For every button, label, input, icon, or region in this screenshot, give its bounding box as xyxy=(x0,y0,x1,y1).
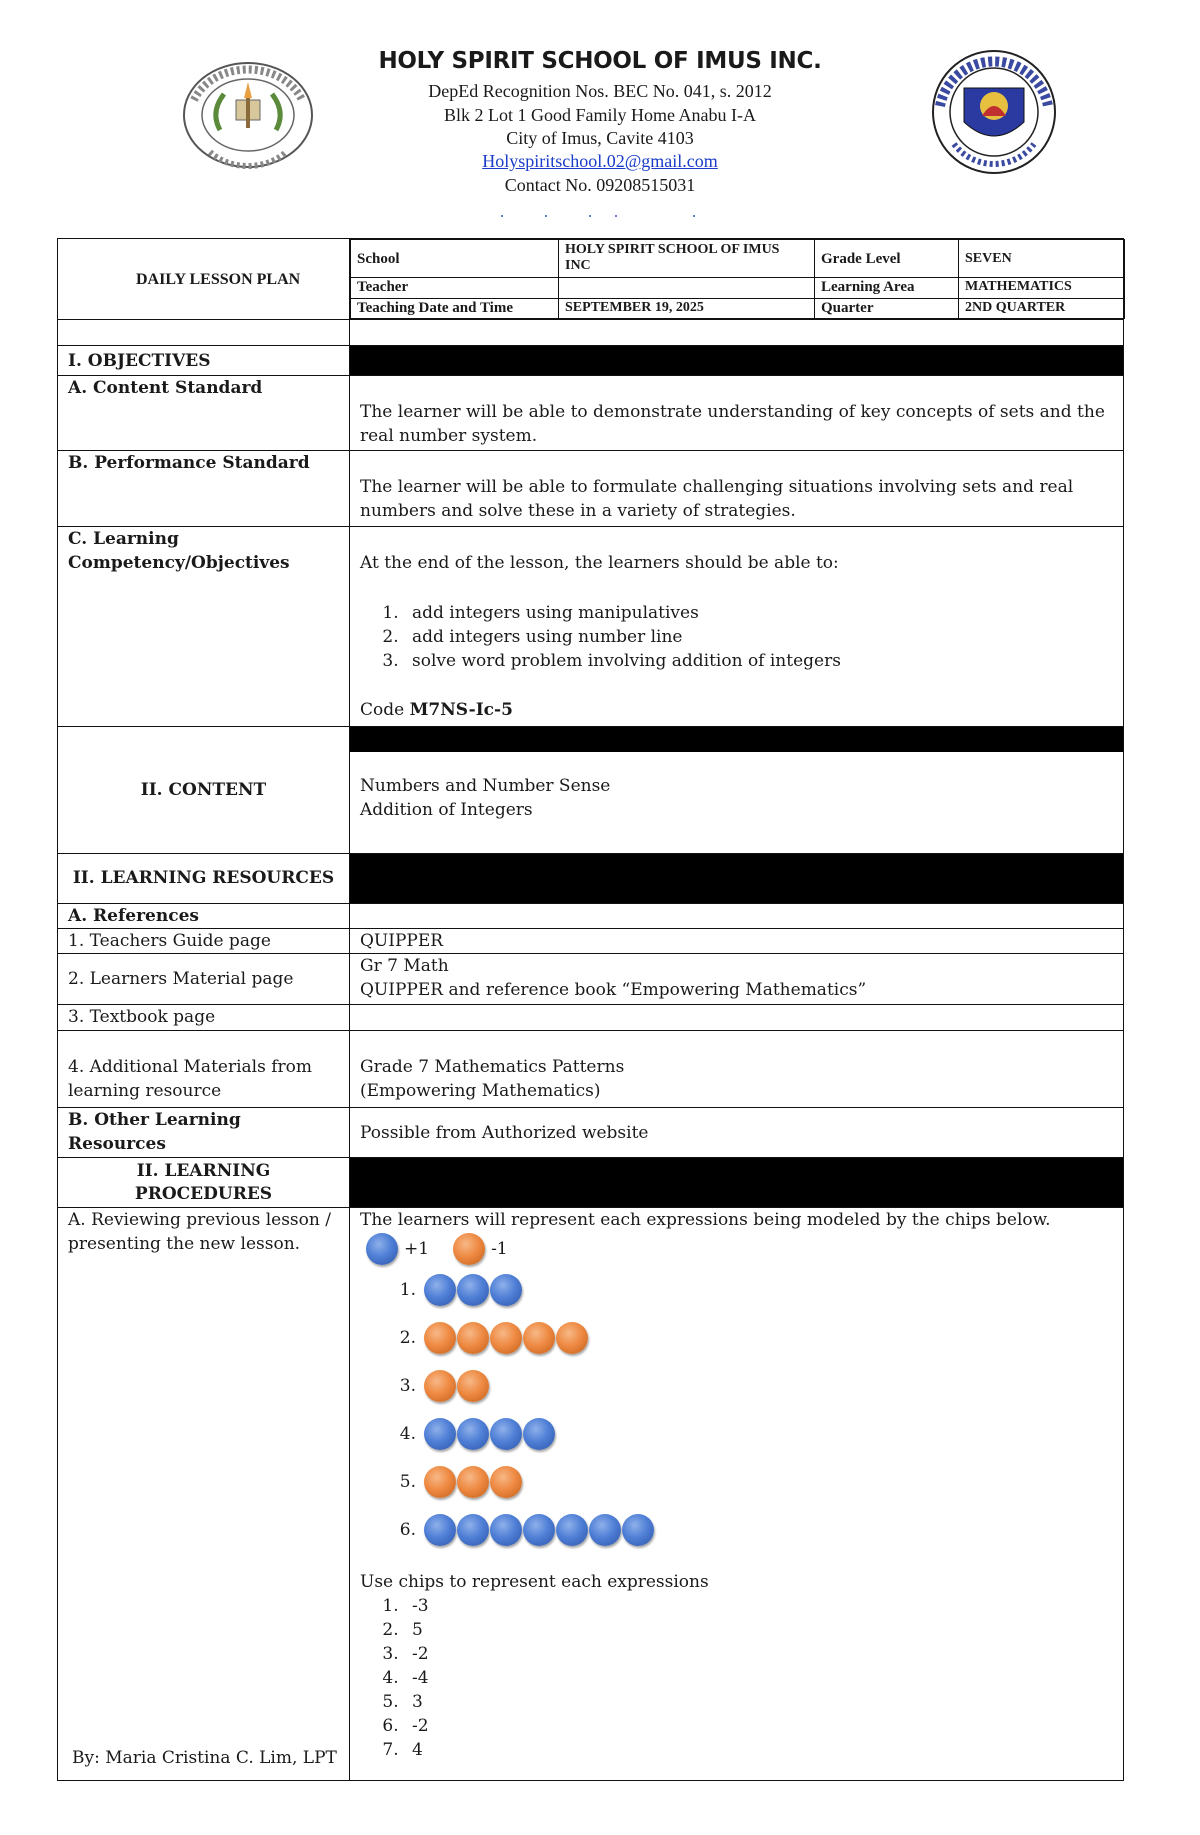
dlp-title: DAILY LESSON PLAN xyxy=(136,270,301,288)
chip-legend xyxy=(366,1232,1113,1266)
school-label: School xyxy=(351,240,559,278)
recognition-line: DepEd Recognition Nos. BEC No. 041, s. 2012 xyxy=(428,81,772,101)
email-link[interactable]: Holyspiritschool.02@gmail.com xyxy=(482,151,718,171)
teachers-guide-value: QUIPPER xyxy=(350,929,1124,954)
orange-chip-icon xyxy=(457,1322,489,1354)
competency-label xyxy=(58,527,350,727)
list-item: 2. 5 xyxy=(404,1618,1113,1642)
chip-row xyxy=(360,1362,1113,1410)
learners-material-value: Gr 7 Math xyxy=(360,956,449,976)
review-label-cell xyxy=(58,1208,350,1781)
spacer-row xyxy=(58,320,1124,346)
chip-row-number: 2. xyxy=(399,1328,416,1348)
textbook-row xyxy=(58,1005,1124,1031)
teachers-guide-row xyxy=(58,929,1124,954)
content-standard-label: A. Content Standard xyxy=(58,376,350,451)
learners-material-label: 2. Learners Material page xyxy=(58,954,350,1005)
decorative-dots xyxy=(498,214,698,218)
orange-chip-icon xyxy=(424,1466,456,1498)
orange-chip-icon xyxy=(490,1466,522,1498)
learners-material-row xyxy=(58,954,1124,1005)
teacher-value xyxy=(559,278,815,299)
list-item: 6. -2 xyxy=(404,1714,1113,1738)
performance-standard-row xyxy=(58,451,1124,527)
info-grid xyxy=(350,239,1125,319)
blue-chip-icon xyxy=(366,1233,398,1265)
quarter-value: 2ND QUARTER xyxy=(959,299,1125,319)
content-standard-row xyxy=(58,376,1124,451)
school-name: HOLY SPIRIT SCHOOL OF IMUS INC. xyxy=(378,48,822,74)
deped-seal xyxy=(930,48,1058,176)
list-item: 5. 3 xyxy=(404,1690,1113,1714)
blue-chip-icon xyxy=(622,1514,654,1546)
blue-chip-icon xyxy=(457,1274,489,1306)
black-bar xyxy=(350,854,1124,904)
competency-row xyxy=(58,527,1124,727)
orange-chip-icon xyxy=(523,1322,555,1354)
additional-materials-value: Grade 7 Mathematics Patterns xyxy=(360,1057,625,1077)
lesson-plan-table xyxy=(57,238,1124,1781)
additional-materials-cell xyxy=(350,1031,1124,1108)
chip-row-number: 5. xyxy=(399,1472,416,1492)
letterhead xyxy=(0,0,1200,225)
blue-chip-icon xyxy=(457,1514,489,1546)
orange-chip-icon xyxy=(457,1370,489,1402)
teachers-guide-label: 1. Teachers Guide page xyxy=(58,929,350,954)
orange-chip-icon xyxy=(457,1466,489,1498)
orange-chip-icon xyxy=(453,1233,485,1265)
list-item: 3. solve word problem involving addition of integers xyxy=(404,649,1113,673)
legend-minus-label: -1 xyxy=(491,1239,508,1259)
chip-row xyxy=(360,1266,1113,1314)
chip-row xyxy=(360,1314,1113,1362)
learners-material-cell xyxy=(350,954,1124,1005)
blue-chip-icon xyxy=(424,1514,456,1546)
expression-list xyxy=(360,1594,1113,1762)
review-row xyxy=(58,1208,1124,1781)
list-item: 7. 4 xyxy=(404,1738,1113,1762)
black-bar xyxy=(350,1158,1124,1208)
textbook-label: 3. Textbook page xyxy=(58,1005,350,1031)
blue-chip-icon xyxy=(589,1514,621,1546)
content-row xyxy=(58,727,1124,854)
code-value: M7NS-Ic-5 xyxy=(409,700,513,720)
date-label: Teaching Date and Time xyxy=(351,299,559,319)
competency-list xyxy=(360,601,1113,673)
blue-chip-icon xyxy=(523,1514,555,1546)
blue-chip-icon xyxy=(490,1514,522,1546)
competency-label-2: Competency/Objectives xyxy=(68,553,290,573)
content-lines xyxy=(350,752,1123,822)
orange-chip-icon xyxy=(424,1370,456,1402)
address-line-1: Blk 2 Lot 1 Good Family Home Anabu I-A xyxy=(444,105,756,125)
additional-materials-row xyxy=(58,1031,1124,1108)
blue-chip-icon xyxy=(490,1274,522,1306)
orange-chip-icon xyxy=(490,1322,522,1354)
learning-area-label: Learning Area xyxy=(815,278,959,299)
author-credit: By: Maria Cristina C. Lim, LPT xyxy=(72,1748,337,1768)
grade-label: Grade Level xyxy=(815,240,959,278)
content-standard-text: The learner will be able to demonstrate understanding of key concepts of sets and the real number system. xyxy=(350,376,1124,451)
review-content-cell xyxy=(350,1208,1124,1781)
list-item: 2. add integers using number line xyxy=(404,625,1113,649)
chip-rows xyxy=(360,1266,1113,1554)
code-label: Code xyxy=(360,700,405,720)
list-item: 3. -2 xyxy=(404,1642,1113,1666)
references-row xyxy=(58,904,1124,929)
objectives-heading: I. OBJECTIVES xyxy=(58,346,350,376)
info-grid-cell xyxy=(350,239,1124,320)
legend-plus-label: +1 xyxy=(404,1239,430,1259)
content-line-1: Numbers and Number Sense xyxy=(360,776,611,796)
additional-materials-label: 4. Additional Materials from learning resource xyxy=(58,1031,350,1108)
chip-row-number: 1. xyxy=(399,1280,416,1300)
performance-standard-text: The learner will be able to formulate challenging situations involving sets and real numbers and solve these in a variety of strategies. xyxy=(350,451,1124,527)
objectives-heading-row xyxy=(58,346,1124,376)
chip-row-number: 3. xyxy=(399,1376,416,1396)
grade-value: SEVEN xyxy=(959,240,1125,278)
date-value: SEPTEMBER 19, 2025 xyxy=(559,299,815,319)
content-heading: II. CONTENT xyxy=(58,727,350,854)
contact-line: Contact No. 09208515031 xyxy=(504,175,696,195)
review-label: A. Reviewing previous lesson / presenting the new lesson. xyxy=(68,1210,331,1254)
performance-standard-label: B. Performance Standard xyxy=(58,451,350,527)
other-resources-label: B. Other Learning Resources xyxy=(58,1108,350,1158)
chip-row xyxy=(360,1506,1113,1554)
learning-area-value: MATHEMATICS xyxy=(959,278,1125,299)
learners-material-value-2: QUIPPER and reference book “Empowering Mathematics” xyxy=(360,980,867,1000)
dlp-title-cell xyxy=(58,239,350,320)
chip-row xyxy=(360,1410,1113,1458)
quarter-label: Quarter xyxy=(815,299,959,319)
other-resources-value: Possible from Authorized website xyxy=(350,1108,1124,1158)
resources-heading-row xyxy=(58,854,1124,904)
orange-chip-icon xyxy=(556,1322,588,1354)
additional-materials-value-2: (Empowering Mathematics) xyxy=(360,1081,601,1101)
blue-chip-icon xyxy=(424,1418,456,1450)
competency-cell xyxy=(350,527,1124,727)
blue-chip-icon xyxy=(424,1274,456,1306)
black-bar xyxy=(350,346,1124,376)
orange-chip-icon xyxy=(424,1322,456,1354)
content-line-2: Addition of Integers xyxy=(360,800,533,820)
info-row xyxy=(58,239,1124,320)
procedures-heading-row xyxy=(58,1158,1124,1208)
code-line xyxy=(360,698,1113,722)
blue-chip-icon xyxy=(556,1514,588,1546)
other-resources-row xyxy=(58,1108,1124,1158)
competency-label-1: C. Learning xyxy=(68,529,179,549)
list-item: 1. -3 xyxy=(404,1594,1113,1618)
procedures-heading: II. LEARNING PROCEDURES xyxy=(58,1158,350,1208)
content-cell xyxy=(350,727,1124,854)
list-item: 1. add integers using manipulatives xyxy=(404,601,1113,625)
black-bar xyxy=(350,727,1123,752)
list-item: 4. -4 xyxy=(404,1666,1113,1690)
address-line-2: City of Imus, Cavite 4103 xyxy=(506,128,694,148)
review-instruction: The learners will represent each expressions being modeled by the chips below. xyxy=(360,1210,1051,1230)
use-chips-instruction: Use chips to represent each expressions xyxy=(360,1572,709,1592)
teacher-label: Teacher xyxy=(351,278,559,299)
resources-heading: II. LEARNING RESOURCES xyxy=(58,854,350,904)
chip-row xyxy=(360,1458,1113,1506)
chip-row-number: 6. xyxy=(399,1520,416,1540)
chip-row-number: 4. xyxy=(399,1424,416,1444)
blue-chip-icon xyxy=(457,1418,489,1450)
blue-chip-icon xyxy=(523,1418,555,1450)
references-label: A. References xyxy=(58,904,350,929)
blue-chip-icon xyxy=(490,1418,522,1450)
school-value: HOLY SPIRIT SCHOOL OF IMUS INC xyxy=(559,240,815,278)
competency-intro: At the end of the lesson, the learners should be able to: xyxy=(360,553,839,573)
textbook-value xyxy=(350,1005,1124,1031)
